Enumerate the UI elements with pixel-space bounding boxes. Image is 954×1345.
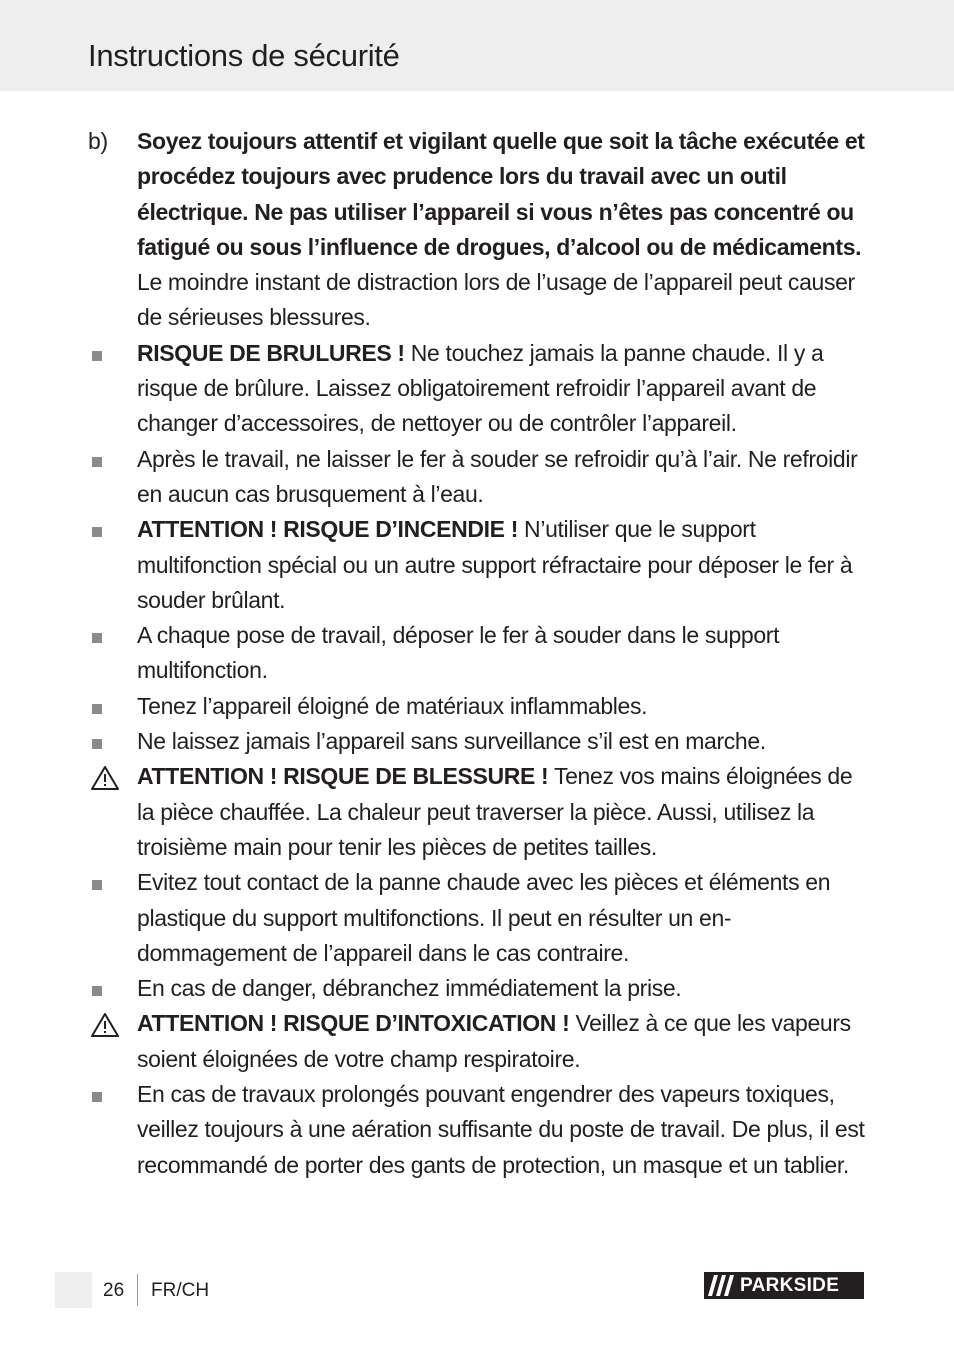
list-item [88, 1077, 870, 1183]
item-text: Après le travail, ne laisser le fer à souder se refroidir qu’à l’air. Ne refroidir en aucun cas brusquement à l’eau. [137, 445, 858, 507]
safety-instructions-list [88, 124, 870, 1183]
bullet-square-icon [88, 336, 128, 371]
warning-triangle-icon [88, 1006, 128, 1041]
bullet-square-icon [88, 865, 128, 900]
item-marker-b: b) [88, 128, 108, 154]
list-item [88, 512, 870, 618]
bullet-square-icon [88, 724, 128, 759]
item-bold-text: ATTENTION ! RISQUE DE BLESSURE ! [137, 763, 549, 790]
item-text: En cas de travaux prolongés pouvant engendrer des vapeurs toxiques, veillez toujours à une aération suffisante du poste de travail. De plus, il est recommandé de porter des gants de protection, un masque et un tablier. [137, 1081, 865, 1178]
item-text: Veillez à ce que les vapeurs soient éloignées de votre champ respiratoire. [137, 1010, 851, 1072]
list-item [88, 724, 870, 759]
item-text: N’utiliser que le support multifonction spécial ou un autre support réfractaire pour déposer le fer à souder brûlant. [137, 516, 853, 613]
list-item [88, 971, 870, 1006]
bullet-square-icon [88, 689, 128, 724]
item-bold-text: RISQUE DE BRULURES ! [137, 339, 405, 366]
item-text: Le moindre instant de distraction lors de l’usage de l’appareil peut causer de sérieuses blessures. [137, 269, 855, 331]
item-bold-text: ATTENTION ! RISQUE D’INCENDIE ! [137, 516, 519, 543]
list-item [88, 336, 870, 442]
logo-stripes-icon [708, 1275, 736, 1296]
bullet-square-icon [88, 442, 128, 477]
bullet-square-icon [88, 971, 128, 1006]
list-item [88, 618, 870, 689]
item-text: A chaque pose de travail, déposer le fer à souder dans le support multifonction. [137, 622, 780, 684]
bullet-square-icon [88, 512, 128, 547]
item-text: Ne touchez jamais la panne chaude. Il y a risque de brûlure. Laissez obligatoirement refroidir l’appareil avant de changer d’accessoires, de nettoyer ou de contrôler l’appareil. [137, 339, 824, 437]
list-item [88, 1006, 870, 1077]
item-bold-text: Soyez toujours attentif et vigilant quelle que soit la tâche exécutée et procédez toujours avec prudence lors du travail avec un outil électrique. Ne pas utiliser l’appareil si vous n’êtes pas concentré ou fatigué ou sous l’influence de drogues, d’alcool ou de médicaments. [137, 128, 865, 260]
language-code: FR/CH [151, 1280, 210, 1301]
list-item [88, 689, 870, 724]
item-text: Tenez l’appareil éloigné de matériaux inflammables. [137, 692, 648, 719]
bullet-square-icon [88, 1077, 128, 1112]
item-text: En cas de danger, débranchez immédiatement la prise. [137, 975, 682, 1002]
footer-page-box [55, 1272, 92, 1308]
page-header [0, 0, 954, 91]
item-text: Ne laissez jamais l’appareil sans surveillance s’il est en marche. [137, 728, 766, 755]
parkside-logo [704, 1272, 864, 1299]
bullet-square-icon [88, 618, 128, 653]
item-text: Evitez tout contact de la panne chaude avec les pièces et éléments en plastique du support multifonctions. Il peut en résulter un endommagement de l’appareil dans le cas contraire. [137, 869, 831, 966]
page-title: Instructions de sécurité [88, 38, 400, 73]
item-text: Tenez vos mains éloignées de la pièce chauffée. La chaleur peut traverser la pièce. Aussi, utilisez la troisième main pour tenir les pièces de petites tailles. [137, 763, 853, 860]
item-bold-text: ATTENTION ! RISQUE D’INTOXICATION ! [137, 1010, 570, 1037]
page-number: 26 [103, 1280, 125, 1301]
list-item [88, 865, 870, 971]
warning-triangle-icon [88, 759, 128, 794]
logo-text: PARKSIDE [740, 1275, 840, 1296]
list-item [88, 124, 870, 336]
footer-divider [137, 1274, 138, 1306]
list-item [88, 442, 870, 513]
list-item [88, 759, 870, 865]
